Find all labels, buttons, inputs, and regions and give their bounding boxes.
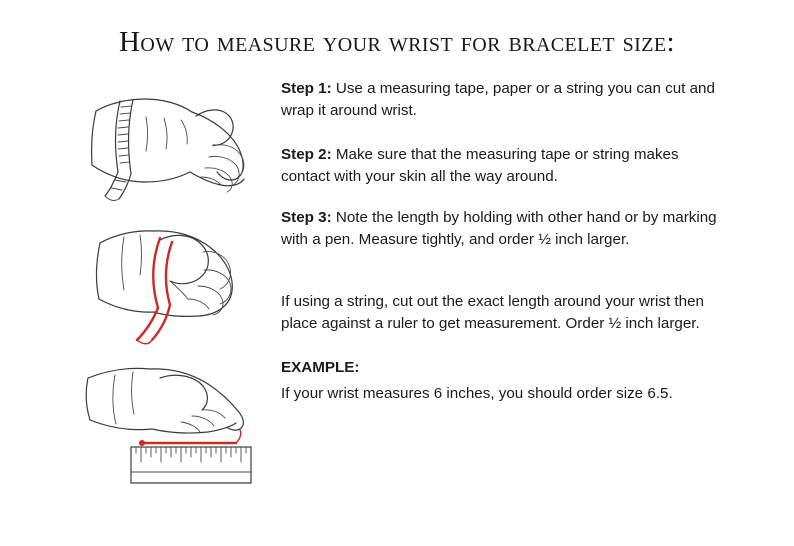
- example-heading: EXAMPLE:: [281, 359, 360, 377]
- example-text: If your wrist measures 6 inches, you should order size 6.5.: [281, 385, 673, 403]
- page-title: How to measure your wrist for bracelet size:: [119, 26, 675, 58]
- illustration-column: [0, 0, 281, 546]
- hand-with-measuring-tape-icon: [92, 99, 244, 200]
- step-1-paragraph: [281, 78, 721, 122]
- fist-with-red-tape-icon: [96, 231, 232, 344]
- step-1-label: Step 1:: [281, 80, 332, 97]
- step-3-text: Note the length by holding with other hand or by marking with a pen. Measure tightly, and order ½ inch larger.: [281, 209, 717, 249]
- step-3-paragraph: [281, 207, 721, 251]
- step-3-label: Step 3:: [281, 209, 332, 227]
- step-2-text: Make sure that the measuring tape or string makes contact with your skin all the way around.: [281, 146, 679, 186]
- illustrations-svg: [0, 0, 281, 546]
- string-note-paragraph: If using a string, cut out the exact length around your wrist then place against a ruler to get measurement. Order ½ inch larger.: [281, 293, 704, 333]
- instructions-column: [281, 78, 721, 427]
- step-1-text: Use a measuring tape, paper or a string you can cut and wrap it around wrist.: [281, 80, 715, 120]
- step-2-label: Step 2:: [281, 146, 332, 164]
- hand-with-ruler-icon: [86, 368, 251, 483]
- step-2-paragraph: [281, 144, 721, 188]
